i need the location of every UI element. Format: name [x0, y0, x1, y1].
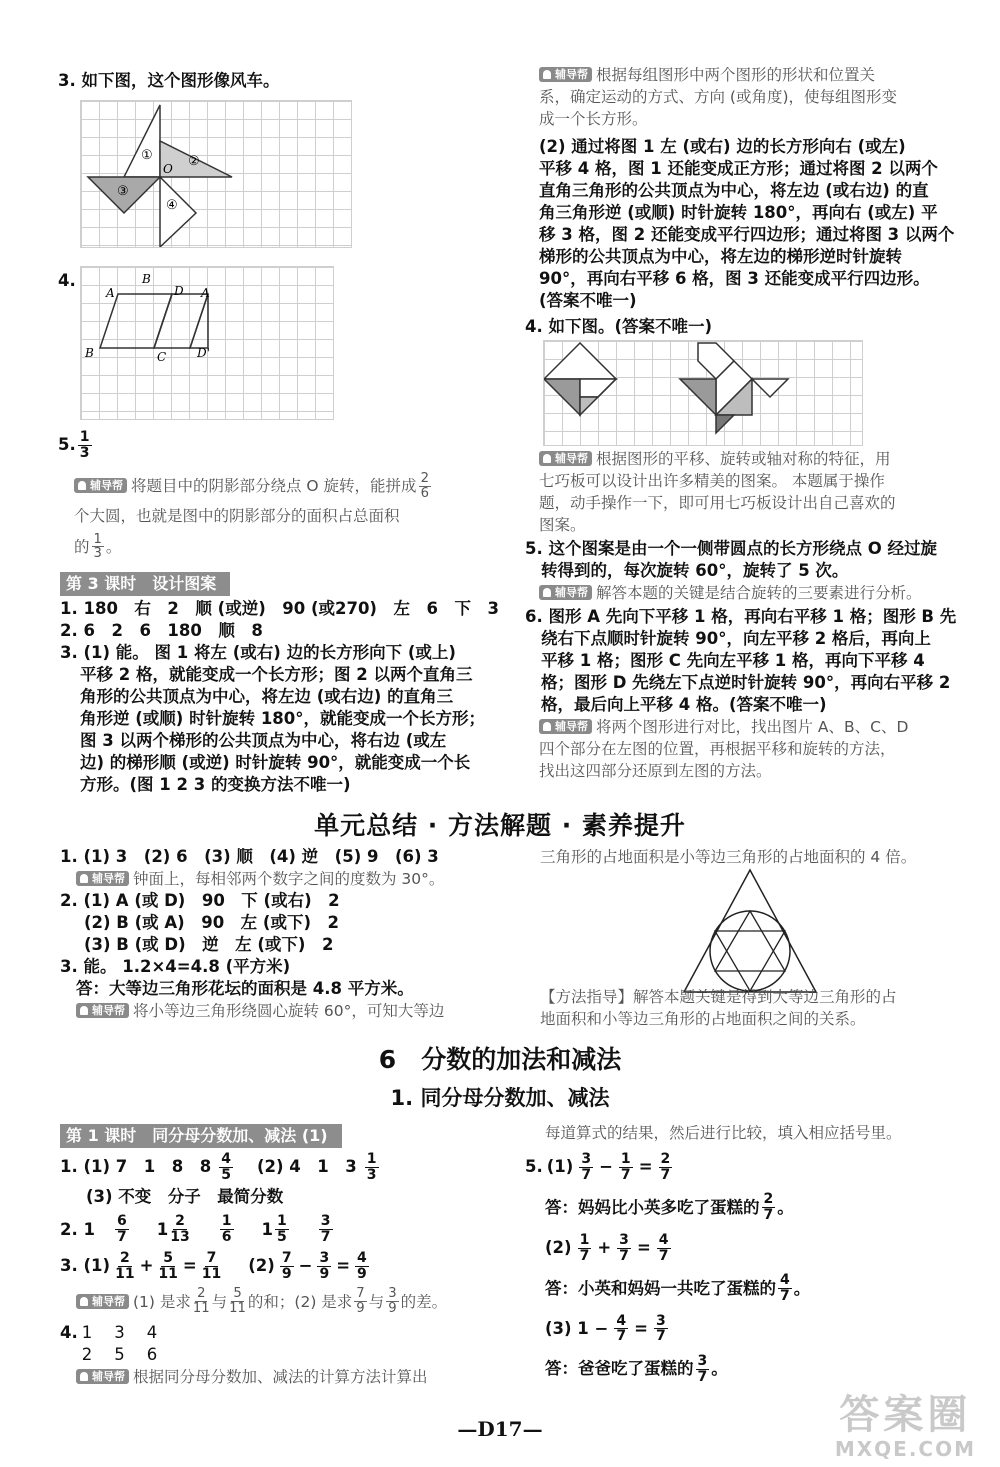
frac-num: 3: [581, 1151, 592, 1167]
frac-num: 6: [116, 1213, 127, 1230]
q2-fraction: [170, 1214, 190, 1244]
q2-whole: 1: [156, 1219, 169, 1239]
lesson1-q1a: [60, 1152, 500, 1182]
op-plus: +: [139, 1256, 154, 1276]
frac-den: 7: [620, 1166, 631, 1183]
q5-2-f2: [617, 1233, 631, 1263]
tip3-frac3: [354, 1287, 366, 1316]
lesson1-q4: [60, 1322, 500, 1366]
frac-num: 2: [197, 1286, 206, 1302]
label-d2: D': [197, 346, 210, 360]
lesson3-q3-line7: 方形。(图 1 2 3 的变换方法不唯一): [80, 775, 351, 794]
q5-3-f1: [614, 1314, 628, 1344]
frac-num: 3: [697, 1353, 708, 1370]
q5-answer: [58, 430, 94, 460]
a5-3-text: 答：爸爸吃了蛋糕的: [545, 1359, 694, 1379]
q5-3-label: (3) 1 −: [545, 1318, 609, 1338]
summary-tip1: 钟面上，每相邻两个数字之间的度数为 30°。: [133, 870, 445, 888]
tip1-line3: 成一个长方形。: [539, 110, 648, 128]
summary-q3-answer: 答：大等边三角形花坛的面积是 4.8 平方米。: [76, 979, 414, 998]
frac-den: 6: [420, 485, 429, 501]
frac-num: 2: [420, 471, 429, 486]
q1c-text: (3) 不变 分子 最简分数: [86, 1187, 284, 1207]
summary-right-continuation: 三角形的占地面积是小等边三角形的占地面积的 4 倍。: [540, 848, 917, 866]
q3-f3: [202, 1251, 222, 1281]
frac-den: 7: [763, 1207, 774, 1224]
q3-f4: [280, 1251, 294, 1281]
tangram-b-left: [680, 379, 716, 415]
tangram-svg: [544, 341, 862, 445]
lesson1-q2: [60, 1214, 500, 1244]
frac-num: 4: [658, 1231, 669, 1248]
q1b-text: (2) 4 1 3: [257, 1157, 357, 1177]
frac-num: 5: [233, 1286, 242, 1302]
tip-rotation: [539, 582, 922, 604]
q5-1: [525, 1152, 965, 1182]
answer-p2: [539, 136, 954, 312]
tip-badge: 辅导帮: [539, 585, 592, 600]
tip3-frac1: [193, 1287, 210, 1316]
a5-3: [545, 1354, 965, 1384]
tip-tangram: [539, 448, 896, 536]
windmill-label-2: ②: [188, 154, 200, 169]
q4-label: 4.: [58, 271, 76, 290]
q4-label: 4.: [60, 1322, 78, 1342]
q5-frac-den: 3: [79, 444, 90, 461]
a5-1-frac: [762, 1192, 776, 1222]
summary-q2-1: 2. (1) A (或 D) 90 下 (或右) 2: [60, 891, 340, 910]
lesson1-q3: [60, 1251, 500, 1281]
frac-num: 1: [366, 1151, 377, 1167]
q4-bot-2: 5: [114, 1344, 125, 1364]
tip4-line1: 将两个图形进行对比，找出图片 A、B、C、D: [596, 718, 909, 736]
windmill-figure: [80, 100, 352, 248]
frac-den: 6: [221, 1229, 232, 1246]
lesson3-section: [60, 572, 499, 796]
tip3-text: 解答本题的关键是结合旋转的三要素进行分析。: [596, 584, 922, 602]
tip-badge: 辅导帮: [539, 67, 592, 82]
op-eq: =: [638, 1157, 653, 1177]
lesson3-q3-line2: 平移 2 格，就能变成一个长方形；图 2 以两个直角三: [80, 665, 473, 684]
frac-num: 1: [93, 531, 102, 547]
q6-line2: 绕右下点顺时针旋转 90°，向左平移 2 格后，再向上: [541, 629, 931, 648]
q5-2: [545, 1233, 965, 1263]
tip2-line4: 图案。: [539, 516, 586, 534]
shape-right: [154, 294, 208, 348]
q5-tip-end: 。: [105, 537, 122, 556]
watermark-line1: 答案圈: [839, 1392, 972, 1438]
lesson3-q1: 1. 180 右 2 顺 (或逆) 90 (或270) 左 6 下 3: [60, 599, 499, 618]
lesson3-q3-line5: 图 3 以两个梯形的公共顶点为中心，将右边 (或左: [80, 731, 447, 750]
frac-den: 9: [319, 1265, 330, 1282]
tip-badge: 辅导帮: [76, 1003, 129, 1018]
lesson1-left: [60, 1124, 500, 1388]
tip3-frac4: [386, 1287, 398, 1316]
label-c: C: [157, 350, 167, 364]
q5-1-label: (1): [546, 1157, 574, 1177]
frac-den: 9: [388, 1301, 397, 1317]
q5-1-f2: [619, 1152, 633, 1182]
q3-f1: [115, 1251, 135, 1281]
lesson1-tip4: [60, 1366, 500, 1388]
q5-3-f2: [654, 1314, 668, 1344]
q6-line4: 格；图形 D 先绕左下点逆时针旋转 90°，再向右平移 2: [541, 673, 951, 692]
tangram-a-top: [544, 343, 616, 379]
frac-den: 11: [158, 1265, 178, 1282]
q2-fraction: [319, 1214, 333, 1244]
tangram-a-mid: [580, 379, 616, 397]
summary-q1: 1. (1) 3 (2) 6 (3) 顺 (4) 逆 (5) 9 (6) 3: [60, 847, 439, 866]
frac-den: 3: [366, 1166, 377, 1183]
q3-f5: [317, 1251, 331, 1281]
tip4-text: 根据同分母分数加、减法的计算方法计算出: [133, 1367, 428, 1386]
tip2-line3: 题，动手操作一下，即可用七巧板设计出自己喜欢的: [539, 494, 896, 512]
p2-line6: 梯形的公共顶点为中心，将左边的梯形逆时针旋转: [539, 247, 902, 266]
summary-title: 单元总结 · 方法解题 · 素养提升: [314, 811, 686, 840]
q1a-text: 1. (1) 7 1 8 8: [60, 1157, 212, 1177]
a5-1-text: 答：妈妈比小英多吃了蛋糕的: [545, 1197, 760, 1217]
q5-tip-frac1: [419, 472, 431, 501]
p2-line2: 平移 4 格，图 1 还能变成正方形；通过将图 2 以两个: [539, 159, 938, 178]
tip-badge: 辅导帮: [76, 871, 129, 886]
frac-num: 3: [388, 1286, 397, 1302]
q6-line1: 6. 图形 A 先向下平移 1 格，再向右平移 1 格；图形 B 先: [525, 607, 957, 626]
frac-num: 3: [619, 1231, 629, 1248]
q3-f2: [158, 1251, 178, 1281]
op-minus: −: [599, 1157, 613, 1177]
a5-2-frac: [778, 1273, 792, 1303]
q2-mixed-number: [113, 1214, 131, 1244]
frac-den: 7: [660, 1166, 671, 1183]
q2-fraction: [220, 1214, 234, 1244]
a5-2: [545, 1273, 965, 1303]
q5-tip-line1: 将题目中的阴影部分绕点 O 旋转，能拼成: [131, 476, 417, 495]
frac-num: 2: [175, 1213, 185, 1230]
tip-pieces: [539, 716, 908, 782]
p2-line3: 直角三角形的公共顶点为中心，将左边 (或右边) 的直: [539, 181, 929, 200]
tip-badge: 辅导帮: [74, 478, 127, 493]
q4-top-3: 4: [146, 1322, 158, 1342]
period: 。: [793, 1278, 811, 1298]
tip3-part4: 与: [368, 1292, 385, 1311]
label-a: A: [106, 286, 115, 300]
frac-num: 7: [281, 1249, 292, 1266]
tangram-figure: [543, 340, 863, 446]
watermark-line2: MXQE.COM: [834, 1437, 976, 1461]
frac-den: 9: [281, 1265, 292, 1282]
method-line2: 地面积和小等边三角形的占地面积之间的关系。: [540, 1010, 866, 1028]
q6-line5: 格，最后向上平移 4 格。(答案不唯一): [541, 695, 827, 714]
q2-fraction: [115, 1214, 129, 1244]
q3-f6: [355, 1251, 369, 1281]
frac-den: 5: [221, 1166, 231, 1183]
frac-den: 11: [201, 1265, 222, 1282]
q2-fraction-list: [113, 1214, 335, 1244]
tip3-part2: 与: [211, 1292, 228, 1311]
op-eq: =: [636, 1238, 651, 1258]
op-eq: =: [336, 1256, 351, 1276]
q5-tip-line2: 个大圆，也就是图中的阴影部分的面积占总面积: [74, 506, 400, 525]
tip2-line2: 七巧板可以设计出许多精美的图案。 本题属于操作: [539, 472, 885, 490]
frac-den: 11: [192, 1301, 210, 1317]
tangram-b-foot: [716, 415, 734, 433]
op-eq: =: [182, 1256, 197, 1276]
q5-3: [545, 1314, 965, 1344]
frac-num: 7: [206, 1249, 217, 1266]
frac-den: 13: [170, 1229, 190, 1246]
a5-2-text: 答：小英和妈妈一共吃了蛋糕的: [545, 1278, 776, 1298]
lesson3-q2: 2. 6 2 6 180 顺 8: [60, 621, 263, 640]
tip4-line3: 找出这四部分还原到左图的方法。: [539, 762, 772, 780]
frac-num: 3: [320, 1213, 331, 1230]
frac-den: 7: [616, 1328, 627, 1345]
frac-den: 5: [277, 1229, 287, 1246]
op-eq: =: [634, 1318, 648, 1338]
q4-top-2: 3: [114, 1322, 125, 1342]
q1a-frac: [219, 1152, 233, 1182]
q6-line3: 平移 1 格；图形 C 先向左平移 1 格，再向下平移 4: [541, 651, 925, 670]
frac-num: 3: [319, 1249, 330, 1266]
frac-den: 7: [619, 1247, 629, 1264]
lesson3-q3-line1: 3. (1) 能。 图 1 将左 (或右) 边的长方形向下 (或上): [60, 643, 456, 662]
q2-mixed-number: [317, 1214, 335, 1244]
q5-1-f1: [579, 1152, 593, 1182]
tangram-b-tail: [752, 379, 788, 397]
tip3-part3: 的和；(2) 是求: [247, 1292, 353, 1311]
shape-left: [100, 294, 172, 348]
frac-den: 7: [320, 1229, 331, 1246]
shape-tri: [190, 294, 208, 348]
frac-num: 3: [655, 1312, 666, 1329]
lesson1-header: 第 1 课时 同分母分数加、减法 (1): [60, 1124, 342, 1148]
q2-prefix: 2. 1: [60, 1219, 95, 1239]
tip3-frac2: [229, 1287, 246, 1316]
frac-num: 7: [356, 1286, 365, 1302]
q2-whole: 1: [261, 1219, 273, 1239]
lesson3-q3-line3: 角形的公共顶点为中心，将左边 (或右边) 的直角三: [80, 687, 454, 706]
frac-den: 9: [356, 1301, 365, 1317]
frac-num: 4: [780, 1272, 790, 1289]
chapter-title: 6 分数的加法和减法: [378, 1045, 622, 1074]
q5-line2: 转得到的，每次旋转 60°，旋转了 5 次。: [541, 561, 849, 580]
frac-den: 11: [229, 1301, 246, 1317]
q2-mixed-number: [157, 1214, 192, 1244]
frac-num: 1: [620, 1151, 631, 1167]
summary-q3: 3. 能。 1.2×4=4.8 (平方米): [60, 957, 291, 976]
frac-num: 4: [221, 1151, 231, 1167]
q5-tip-line3: 的: [74, 537, 90, 556]
q2-fraction: [275, 1214, 289, 1244]
q5-line1: 5. 这个图案是由一个一侧带圆点的长方形绕点 O 经过旋: [525, 539, 938, 558]
q3-part2-label: (2): [248, 1256, 275, 1276]
q5-tip-frac2: [92, 533, 104, 562]
q4-top-1: 1: [81, 1322, 93, 1342]
frac-num: 1: [277, 1213, 287, 1230]
frac-den: 7: [780, 1288, 790, 1305]
q5-1-f3: [659, 1152, 673, 1182]
q3-part1-label: 3. (1): [60, 1256, 111, 1276]
q5-2-label: (2): [545, 1238, 572, 1258]
frac-num: 2: [660, 1151, 671, 1167]
right-q6: [525, 606, 956, 716]
triangle-circle-figure: [680, 868, 820, 996]
method-line1: 【方法指导】解答本题关键是得到大等边三角形的占: [540, 988, 897, 1006]
lesson1-right: [525, 1122, 965, 1385]
lesson1-tip3: [60, 1287, 500, 1316]
tip2-line1: 根据图形的平移、旋转或轴对称的特征，用: [596, 450, 891, 468]
right-q4: 4. 如下图。(答案不唯一): [525, 317, 713, 336]
period: 。: [711, 1359, 728, 1379]
frac-den: 7: [579, 1247, 590, 1264]
q3-text: 3. 如下图，这个图形像风车。: [58, 71, 280, 90]
frac-den: 7: [116, 1229, 127, 1246]
tip4-continuation: 每道算式的结果，然后进行比较，填入相应括号里。: [545, 1124, 902, 1142]
windmill-label-3: ③: [117, 184, 129, 199]
q2-mixed-number: [218, 1214, 236, 1244]
windmill-label-1: ①: [141, 148, 153, 163]
q5-2-f1: [578, 1233, 592, 1263]
frac-num: 2: [119, 1249, 130, 1266]
frac-num: 2: [763, 1191, 774, 1208]
frac-den: 7: [697, 1368, 708, 1385]
q5-tip: [74, 472, 494, 561]
frac-den: 7: [581, 1166, 592, 1183]
tip-badge: 辅导帮: [539, 719, 592, 734]
q2-mixed-number: [262, 1214, 291, 1244]
frac-den: 7: [658, 1247, 669, 1264]
label-b2: B: [85, 346, 94, 360]
frac-den: 3: [93, 546, 102, 562]
tip-badge: 辅导帮: [539, 451, 592, 466]
frac-num: 5: [163, 1249, 174, 1266]
method-guide: [540, 986, 970, 1030]
lesson3-q3-line6: 边) 的梯形顺 (或逆) 时针旋转 90°，就能变成一个长: [80, 753, 471, 772]
p2-line1: (2) 通过将图 1 左 (或右) 边的长方形向右 (或左): [539, 137, 906, 156]
q4-bot-3: 6: [146, 1344, 158, 1364]
tip-lesson3: [539, 64, 897, 130]
tip1-line2: 系，确定运动的方式、方向 (或角度)，使每组图形变: [539, 88, 898, 106]
frac-den: 9: [357, 1265, 367, 1282]
frac-num: 1: [221, 1213, 232, 1230]
a5-1: [545, 1192, 965, 1222]
label-d: D: [174, 284, 184, 298]
windmill-point-o: O: [163, 162, 173, 176]
tip-badge: 辅导帮: [76, 1369, 129, 1384]
tangram-a-left: [544, 379, 580, 415]
q4-circled-grid: [82, 1322, 158, 1366]
summary-tip3: 将小等边三角形绕圆心旋转 60°，可知大等边: [133, 1002, 445, 1020]
p2-line7: 90°，再向右平移 6 格，图 3 还能变成平行四边形。: [539, 269, 930, 288]
inscribed-circle: [710, 911, 790, 991]
frac-num: 1: [579, 1231, 590, 1248]
q5-label: 5.: [525, 1157, 543, 1177]
tip3-part1: (1) 是求: [133, 1292, 191, 1311]
label-b: B: [142, 272, 151, 286]
page-number: —D17—: [457, 1417, 543, 1441]
tip4-line2: 四个部分在左图的位置，再根据平移和旋转的方法，: [539, 740, 896, 758]
q5-frac-num: 1: [79, 429, 90, 445]
right-q5: [525, 538, 937, 582]
section-title: 1. 同分母分数加、减法: [390, 1086, 610, 1110]
op-plus: +: [597, 1238, 612, 1258]
parallelogram-figure: [80, 266, 334, 420]
summary-q2-3: (3) B (或 D) 逆 左 (或下) 2: [84, 935, 334, 954]
period: 。: [777, 1197, 794, 1217]
lesson3-header: 第 3 课时 设计图案: [60, 572, 230, 596]
q1b-frac: [365, 1152, 379, 1182]
frac-num: 4: [357, 1249, 367, 1266]
q5-fraction: [78, 430, 92, 460]
label-a2: A: [201, 286, 210, 300]
q5-label: 5.: [58, 435, 76, 455]
p2-line8: (答案不唯一): [539, 291, 637, 310]
a5-3-frac: [696, 1354, 710, 1384]
windmill-svg: [81, 101, 351, 247]
tip-badge: 辅导帮: [76, 1294, 129, 1309]
watermark-logo: [835, 1393, 976, 1461]
frac-den: 11: [115, 1265, 135, 1282]
frac-den: 7: [655, 1328, 666, 1345]
op-minus: −: [298, 1256, 313, 1276]
frac-num: 4: [616, 1312, 627, 1329]
p2-line4: 角三角形逆 (或顺) 时针旋转 180°，再向右 (或左) 平: [539, 203, 938, 222]
p2-line5: 移 3 格，图 2 还能变成平行四边形；通过将图 3 以两个: [539, 225, 955, 244]
windmill-piece-1: [124, 105, 160, 177]
q5-2-f3: [657, 1233, 671, 1263]
parallelogram-svg: [81, 267, 333, 419]
summary-left: [60, 846, 500, 1022]
summary-q2-2: (2) B (或 A) 90 左 (或下) 2: [84, 913, 339, 932]
q4-bot-1: 2: [81, 1344, 93, 1364]
summary-right: [540, 846, 980, 1028]
tip1-line1: 根据每组图形中两个图形的形状和位置关: [596, 66, 876, 84]
lesson3-q3-line4: 角形逆 (或顺) 时针旋转 180°，就能变成一个长方形；: [80, 709, 486, 728]
windmill-label-4: ④: [166, 198, 178, 213]
tip3-part5: 的差。: [400, 1292, 448, 1311]
